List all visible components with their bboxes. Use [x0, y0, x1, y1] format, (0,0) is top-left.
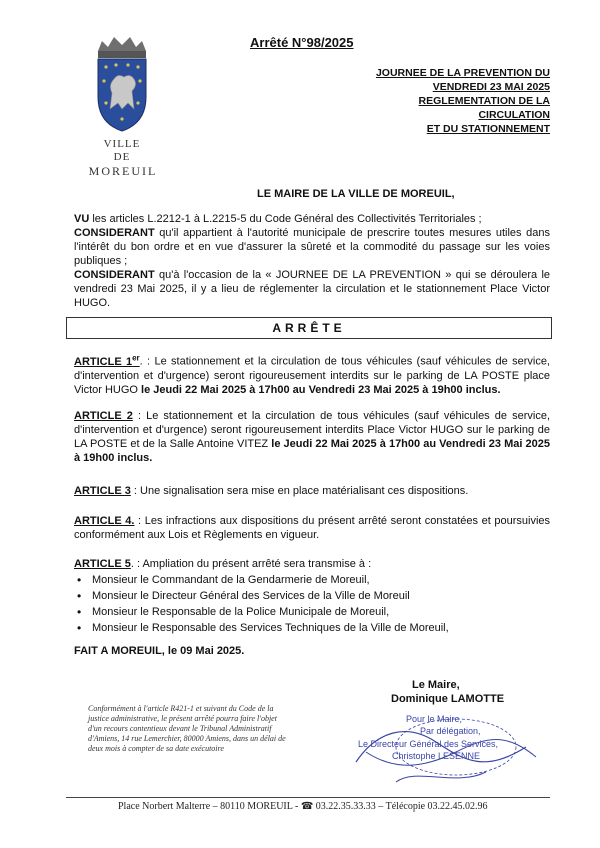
preamble-considerant-1: CONSIDERANT qu'il appartient à l'autorité municipale de prescrire toutes mesures utiles dans l'intérêt du bon ordre et en vue d'assurer la sûreté et la commodité du passage sur les voies publiques ;: [74, 227, 550, 267]
article-3: ARTICLE 3 : Une signalisation sera mise en place matérialisant ces dispositions.: [74, 485, 469, 497]
footer-divider: [66, 797, 550, 798]
article-1: ARTICLE 1er. : Le stationnement et la circulation de tous véhicules (sauf véhicules de service, d'intervention et d'urgence) seront rigoureusement interdits sur le parking de LA POSTE place Victor HUGO le Jeudi 22 Mai 2025 à 17h00 au Vendredi 23 Mai 2025 à 19h00 inclus.: [74, 353, 550, 396]
article-5: ARTICLE 5. : Ampliation du présent arrêté sera transmise à :: [74, 558, 372, 570]
title-line-1: JOURNEE DE LA PREVENTION DU: [375, 67, 550, 79]
document-title: [360, 66, 550, 136]
list-item: • Monsieur le Directeur Général des Services de la Ville de Moreuil: [74, 588, 550, 604]
list-item: • Monsieur le Responsable de la Police Municipale de Moreuil,: [74, 604, 550, 620]
crest-text-line1: VILLE: [103, 138, 141, 150]
stamp-line-3: Le Directeur Général des Services,: [358, 739, 499, 749]
list-item: • Monsieur le Responsable des Services Techniques de la Ville de Moreuil,: [74, 620, 550, 636]
footer-address: Place Norbert Malterre – 80110 MOREUIL - ☎ 03.22.35.33.33 – Télécopie 03.22.45.02.96: [118, 801, 488, 812]
ampliation-list: [74, 572, 550, 636]
legal-note: Conformément à l'article R421-1 et suivant du Code de la justice administrative, le présent arrêté pourra faire l'objet d'un recours contentieux devant le Tribunal Administratif d'Amiens, 14 rue Lemerchier, 80000 Amiens, dans un délai de deux mois à compter de sa date exécutoire: [88, 704, 286, 753]
title-line-2: VENDREDI 23 MAI 2025: [432, 81, 550, 93]
stamp-line-2: Par délégation,: [420, 726, 481, 736]
fait-a-moreuil: FAIT A MOREUIL, le 09 Mai 2025.: [74, 645, 245, 657]
city-crest: [92, 33, 152, 133]
arrete-heading-box: [66, 317, 552, 339]
article-3-label: ARTICLE 3: [74, 485, 131, 497]
mayor-heading: LE MAIRE DE LA VILLE DE MOREUIL,: [257, 188, 455, 200]
list-item: • Monsieur le Commandant de la Gendarmerie de Moreuil,: [74, 572, 550, 588]
arrete-heading: ARRÊTE: [272, 321, 346, 335]
article-5-label: ARTICLE 5: [74, 558, 131, 570]
preamble-considerant-2: CONSIDERANT qu'à l'occasion de la « JOURNEE DE LA PREVENTION » qui se déroulera le vendredi 23 Mai 2025, il y a lieu de réglementer la circulation et le stationnement Place Victor HUGO.: [74, 269, 550, 309]
phone-icon: ☎: [300, 801, 314, 812]
arrete-number: Arrêté N°98/2025: [250, 35, 354, 50]
title-line-3: REGLEMENTATION DE LA CIRCULATION: [418, 95, 550, 121]
crest-text-line2: DE: [113, 151, 131, 163]
stamp-line-4: Christophe LESENNE: [392, 751, 481, 761]
crest-text-line3: MOREUIL: [88, 164, 158, 178]
article-4-label: ARTICLE 4.: [74, 515, 135, 527]
signature-name: Dominique LAMOTTE: [391, 693, 505, 705]
official-stamp: [336, 712, 546, 792]
article-4: ARTICLE 4. : Les infractions aux dispositions du présent arrêté seront constatées et poursuivies conformément aux Lois et Règlements en vigueur.: [74, 515, 551, 541]
preamble-vu: VU les articles L.2212-1 à L.2215-5 du Code Général des Collectivités Territoriales ;: [74, 213, 482, 225]
crest-shield-icon: [92, 33, 152, 133]
stamp-line-1: Pour le Maire,: [406, 714, 463, 724]
article-2: ARTICLE 2 : Le stationnement et la circulation de tous véhicules (sauf véhicules de service, d'intervention et d'urgence) seront rigoureusement interdits Place Victor HUGO sur le parking de LA POSTE et de la Salle Antoine VITEZ le Jeudi 22 Mai 2025 à 17h00 au Vendredi 23 Mai 2025 à 19h00 inclus.: [74, 410, 550, 464]
article-1-label: ARTICLE 1er: [74, 353, 140, 368]
signature-title: Le Maire,: [412, 679, 460, 691]
preamble: [74, 212, 550, 310]
title-line-4: ET DU STATIONNEMENT: [426, 123, 550, 135]
article-2-label: ARTICLE 2: [74, 410, 133, 422]
